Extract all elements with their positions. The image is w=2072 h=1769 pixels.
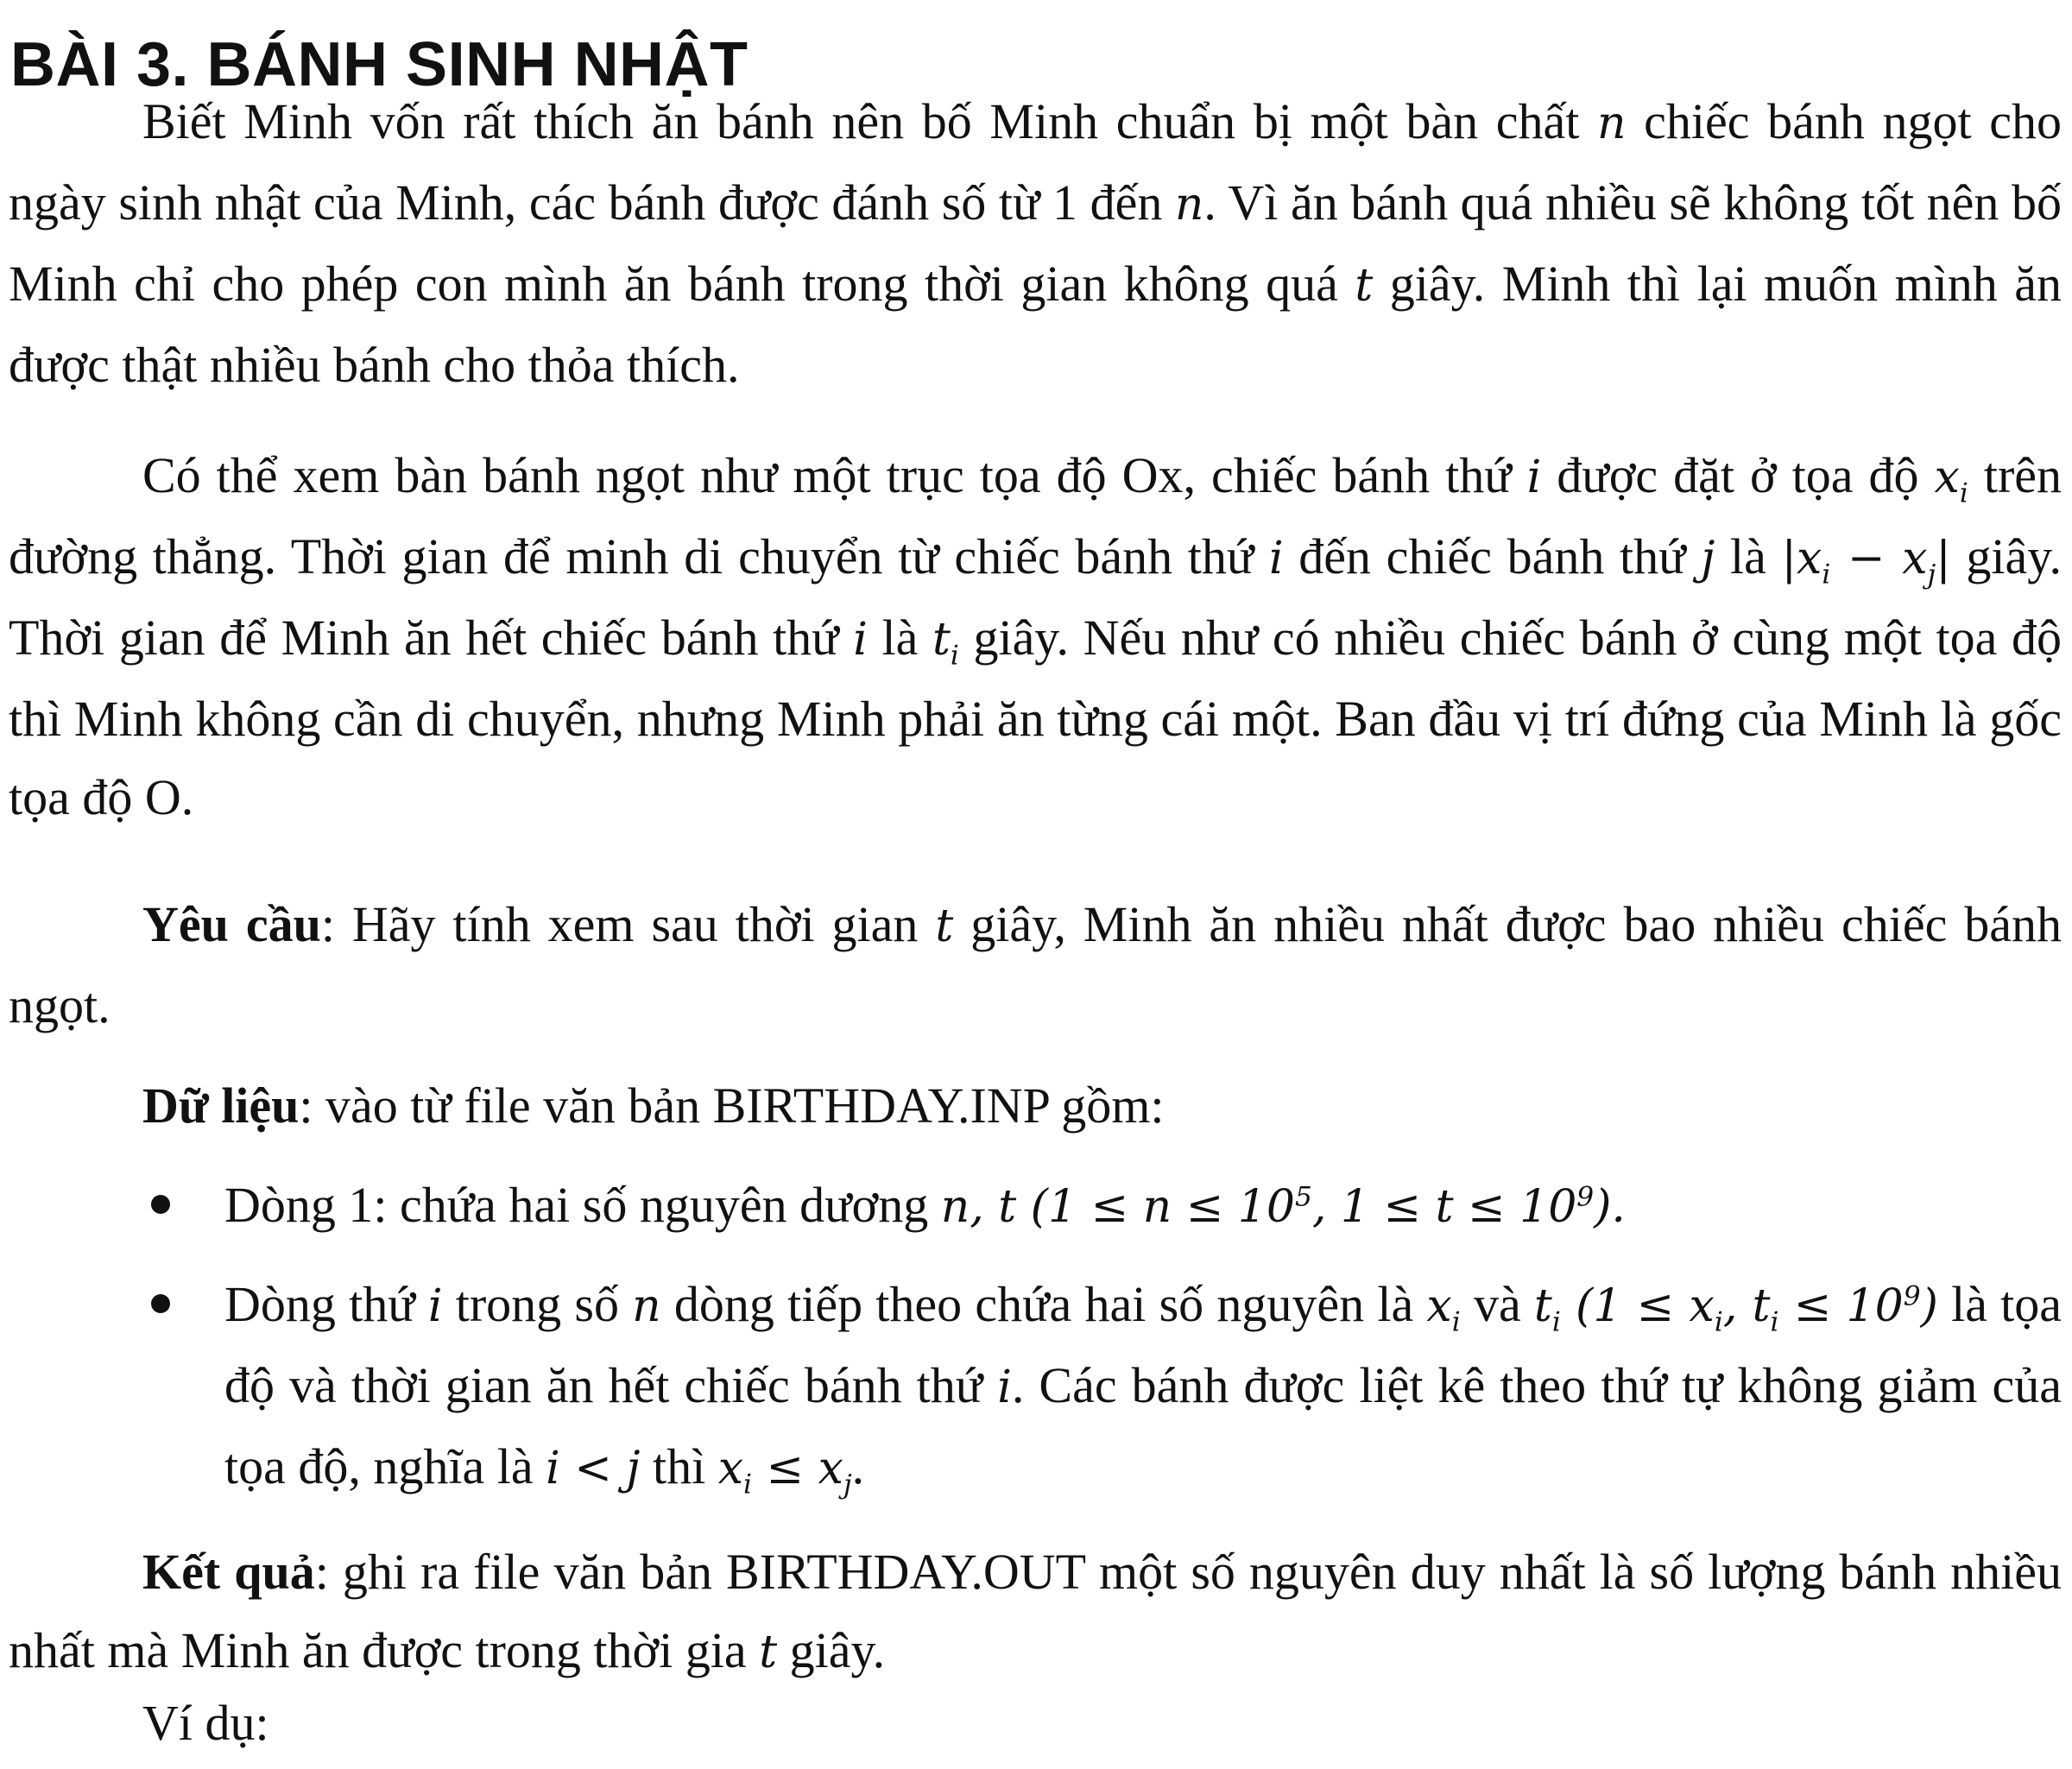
text-run: trong số: [442, 1276, 633, 1332]
text-run: : vào từ file văn bản BIRTHDAY.INP gồm:: [299, 1077, 1165, 1134]
text-run: : Hãy tính xem sau thời gian: [320, 896, 936, 952]
text-run: Có thể xem bàn bánh ngọt như một trục tọa độ Ox, chiếc bánh thứ: [142, 447, 1527, 503]
math-variable: $x_i$: [1934, 452, 1968, 509]
math-variable: $x_i$: [1426, 1280, 1461, 1338]
text-run: là: [867, 610, 932, 666]
example-heading: Ví dụ:: [142, 1695, 269, 1751]
input-paragraph: [9, 1066, 2062, 1145]
text-run: được đặt ở tọa độ: [1541, 447, 1935, 503]
math-expression: i < j: [546, 1443, 641, 1494]
math-variable: t: [759, 1627, 778, 1678]
bullet-icon: [151, 1294, 170, 1313]
output-paragraph: [9, 1532, 2062, 1692]
math-variable: i: [1268, 533, 1284, 584]
math-variable: t: [935, 900, 954, 952]
text-run: và: [1460, 1276, 1534, 1332]
text-run: giây.: [777, 1622, 886, 1678]
math-variable: i: [853, 614, 868, 666]
math-variable: j: [1701, 533, 1715, 584]
text-run: Dòng 1: chứa hai số nguyên dương: [224, 1177, 941, 1233]
text-run: .: [851, 1438, 865, 1494]
math-expression: $|x_i - x_j|$: [1781, 533, 1951, 591]
text-run: đến chiếc bánh thứ: [1283, 528, 1702, 584]
math-variable: i: [997, 1361, 1012, 1413]
text-run: là: [1715, 528, 1782, 584]
bullet-text: [224, 1265, 2062, 1508]
math-variable: t: [1355, 260, 1374, 312]
text-run: chiếc bánh ngọt cho ngày sinh nhật của Minh, các bánh được đánh số từ 1 đến: [9, 93, 2062, 231]
text-run: giây. Nếu như có nhiều chiếc bánh ở cùng một tọa độ thì Minh không cần di chuyển, nhưng Minh phải ăn từng cái một. Ban đầu vị trí đứng của Minh là gốc tọa độ O.: [9, 610, 2062, 825]
bullet-text: [224, 1166, 2062, 1247]
text-run: giây. Thời gian để Minh ăn hết chiếc bánh thứ: [9, 528, 2062, 666]
text-run: dòng tiếp theo chứa hai số nguyên là: [660, 1276, 1427, 1332]
requirement-paragraph: [9, 885, 2062, 1045]
math-variable: n: [1174, 179, 1204, 231]
text-run: trên đường thẳng. Thời gian để minh di chuyển từ chiếc bánh thứ: [9, 447, 2062, 584]
text-run: . Vì ăn bánh quá nhiều sẽ không tốt nên bố Minh chỉ cho phép con mình ăn bánh trong thời gian không quá: [9, 174, 2063, 312]
math-expression: ($1 \le x_i$, $t_i \le 10^9$): [1560, 1280, 1938, 1338]
intro-paragraph: [9, 82, 2062, 404]
coordinate-paragraph: [9, 436, 2062, 837]
requirement-label: Yêu cầu: [142, 896, 321, 952]
input-label: Dữ liệu: [142, 1077, 300, 1134]
problem-title: BÀI 3. BÁNH SINH NHẬT: [10, 30, 749, 99]
math-variable: n: [632, 1280, 661, 1332]
math-expression: $x_i \le x_j$: [717, 1443, 852, 1500]
math-variable: $t_i$: [932, 614, 959, 672]
text-run: . Các bánh được liệt kê theo thứ tự không giảm của tọa độ, nghĩa là: [224, 1357, 2062, 1494]
math-expression: n, t ($1 \le n \le 10^5$, $1 \le t \le 10^9$).: [940, 1181, 1626, 1233]
text-run: : ghi ra file văn bản BIRTHDAY.OUT một số nguyên duy nhất là số lượng bánh nhiều nhất mà Minh ăn được trong thời gia: [9, 1544, 2063, 1678]
text-run: giây. Minh thì lại muốn mình ăn được thật nhiều bánh cho thỏa thích.: [9, 256, 2063, 393]
text-run: là tọa độ và thời gian ăn hết chiếc bánh thứ: [224, 1276, 2063, 1413]
text-run: Dòng thứ: [224, 1276, 428, 1332]
output-label: Kết quả: [142, 1544, 315, 1600]
math-variable: n: [1597, 98, 1627, 149]
text-run: giây, Minh ăn nhiều nhất được bao nhiều chiếc bánh ngọt.: [9, 896, 2063, 1033]
text-run: thì: [640, 1438, 718, 1494]
math-variable: i: [1526, 452, 1542, 503]
math-variable: $t_i$: [1533, 1280, 1561, 1338]
math-variable: i: [427, 1280, 443, 1332]
text-run: Biết Minh vốn rất thích ăn bánh nên bố Minh chuẩn bị một bàn chất: [142, 93, 1598, 149]
bullet-icon: [151, 1195, 170, 1214]
